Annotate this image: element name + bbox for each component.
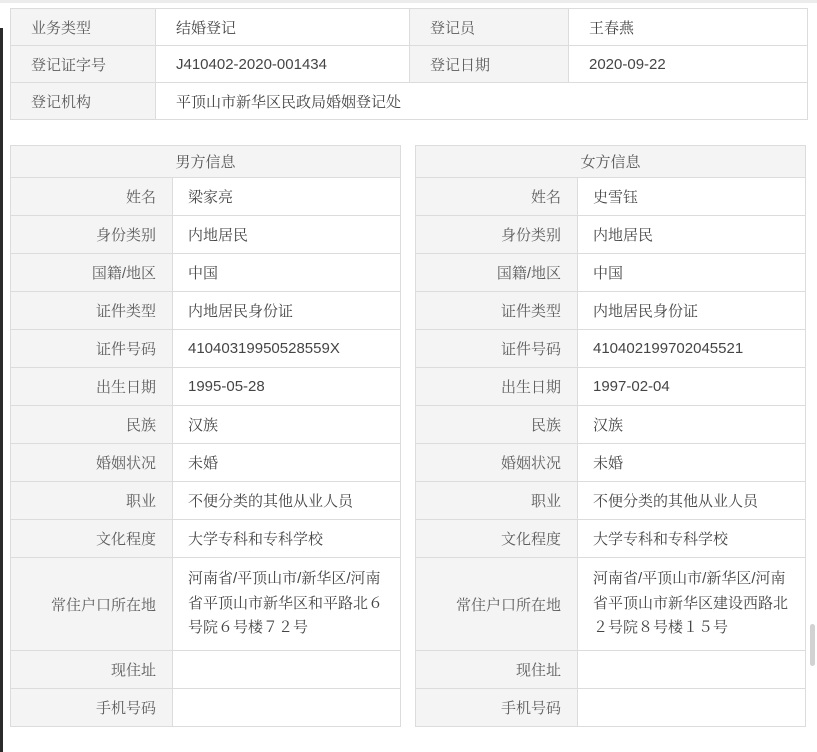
table-row <box>11 520 401 558</box>
page-left-edge <box>0 28 3 752</box>
table-row <box>11 330 401 368</box>
table-row <box>11 368 401 406</box>
row-label: 证件类型 <box>11 292 173 330</box>
row-value: 41040319950528559X <box>173 330 401 368</box>
table-row <box>416 444 806 482</box>
table-row-household-address <box>416 558 806 651</box>
row-value: 河南省/平顶山市/新华区/河南省平顶山市新华区和平路北６号院６号楼７２号 <box>173 558 401 651</box>
field-label-certificate-no: 登记证字号 <box>11 46 156 83</box>
table-row <box>11 216 401 254</box>
row-value: 内地居民身份证 <box>578 292 806 330</box>
party-info-section <box>10 145 806 727</box>
table-row <box>11 651 401 689</box>
female-info-title: 女方信息 <box>416 146 806 178</box>
table-row <box>11 292 401 330</box>
table-row <box>416 330 806 368</box>
table-row <box>416 292 806 330</box>
row-label: 出生日期 <box>416 368 578 406</box>
table-row <box>11 482 401 520</box>
row-value: 中国 <box>578 254 806 292</box>
row-value <box>173 651 401 689</box>
field-value-registration-office: 平顶山市新华区民政局婚姻登记处 <box>156 83 808 120</box>
row-label: 文化程度 <box>11 520 173 558</box>
row-value: 未婚 <box>173 444 401 482</box>
row-label: 婚姻状况 <box>11 444 173 482</box>
field-label-registration-office: 登记机构 <box>11 83 156 120</box>
row-value: 1997-02-04 <box>578 368 806 406</box>
row-label: 国籍/地区 <box>11 254 173 292</box>
table-row <box>416 216 806 254</box>
table-row <box>416 520 806 558</box>
table-row <box>11 689 401 727</box>
row-value: 1995-05-28 <box>173 368 401 406</box>
table-row <box>11 178 401 216</box>
table-row <box>11 444 401 482</box>
field-value-business-type: 结婚登记 <box>156 9 410 46</box>
table-row <box>416 689 806 727</box>
table-row <box>416 651 806 689</box>
row-label: 现住址 <box>416 651 578 689</box>
row-label: 手机号码 <box>416 689 578 727</box>
row-value <box>578 689 806 727</box>
field-value-registration-date: 2020-09-22 <box>569 46 808 83</box>
female-info-table <box>415 145 806 727</box>
row-value: 梁家亮 <box>173 178 401 216</box>
row-label: 职业 <box>416 482 578 520</box>
row-label: 出生日期 <box>11 368 173 406</box>
row-value: 大学专科和专科学校 <box>173 520 401 558</box>
field-label-registrar: 登记员 <box>410 9 569 46</box>
male-info-title: 男方信息 <box>11 146 401 178</box>
field-label-registration-date: 登记日期 <box>410 46 569 83</box>
row-value <box>578 651 806 689</box>
field-value-registrar: 王春燕 <box>569 9 808 46</box>
row-label: 民族 <box>416 406 578 444</box>
field-label-business-type: 业务类型 <box>11 9 156 46</box>
row-value: 中国 <box>173 254 401 292</box>
row-label: 国籍/地区 <box>416 254 578 292</box>
scrollbar-fragment[interactable] <box>810 624 815 666</box>
male-info-table <box>10 145 401 727</box>
table-row <box>11 406 401 444</box>
table-row <box>416 482 806 520</box>
table-row-household-address <box>11 558 401 651</box>
row-value: 内地居民 <box>173 216 401 254</box>
row-value: 不便分类的其他从业人员 <box>173 482 401 520</box>
table-row <box>416 178 806 216</box>
row-label: 证件类型 <box>416 292 578 330</box>
row-label: 姓名 <box>11 178 173 216</box>
row-value: 史雪钰 <box>578 178 806 216</box>
row-label: 职业 <box>11 482 173 520</box>
row-label: 常住户口所在地 <box>416 558 578 651</box>
row-label: 身份类别 <box>416 216 578 254</box>
row-label: 手机号码 <box>11 689 173 727</box>
row-label: 婚姻状况 <box>416 444 578 482</box>
registration-summary-table <box>10 8 808 120</box>
row-label: 身份类别 <box>11 216 173 254</box>
row-label: 民族 <box>11 406 173 444</box>
row-value: 大学专科和专科学校 <box>578 520 806 558</box>
row-label: 姓名 <box>416 178 578 216</box>
table-row <box>11 254 401 292</box>
viewport-top-edge <box>0 0 817 3</box>
row-value: 河南省/平顶山市/新华区/河南省平顶山市新华区建设西路北２号院８号楼１５号 <box>578 558 806 651</box>
row-value: 内地居民身份证 <box>173 292 401 330</box>
row-value: 内地居民 <box>578 216 806 254</box>
table-row <box>416 254 806 292</box>
row-value: 汉族 <box>578 406 806 444</box>
table-row <box>416 368 806 406</box>
row-value <box>173 689 401 727</box>
row-value: 汉族 <box>173 406 401 444</box>
row-label: 文化程度 <box>416 520 578 558</box>
row-label: 证件号码 <box>416 330 578 368</box>
row-value: 410402199702045521 <box>578 330 806 368</box>
row-value: 未婚 <box>578 444 806 482</box>
field-value-certificate-no: J410402-2020-001434 <box>156 46 410 83</box>
row-label: 证件号码 <box>11 330 173 368</box>
table-row <box>416 406 806 444</box>
row-label: 现住址 <box>11 651 173 689</box>
row-value: 不便分类的其他从业人员 <box>578 482 806 520</box>
row-label: 常住户口所在地 <box>11 558 173 651</box>
